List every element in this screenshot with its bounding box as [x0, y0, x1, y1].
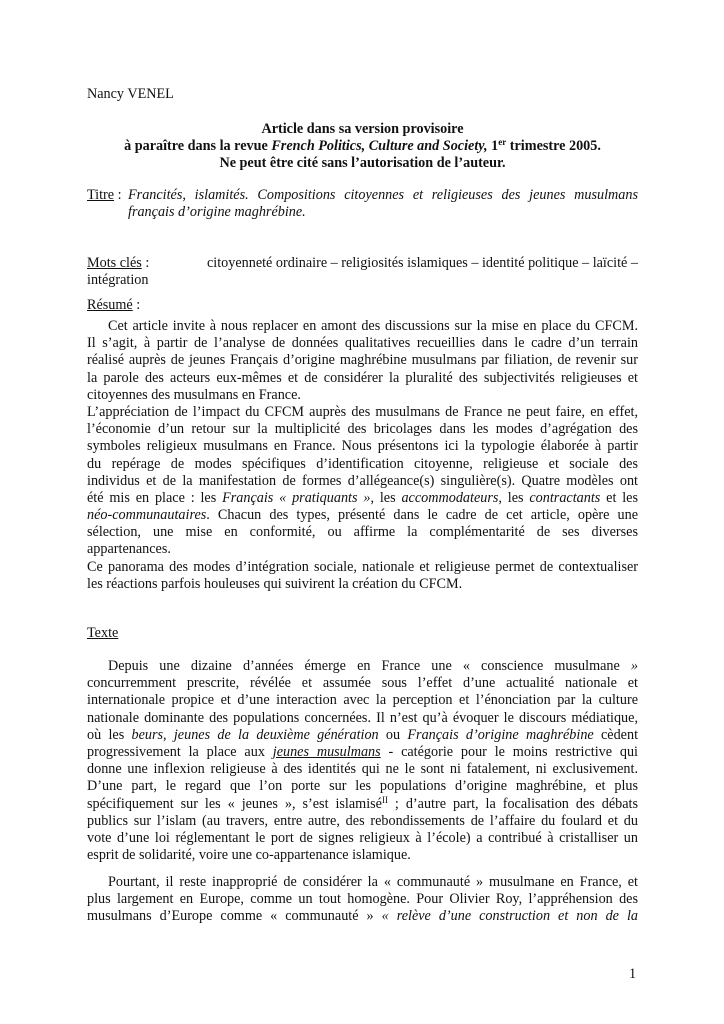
resume-heading: Résumé : [87, 297, 141, 313]
body-line: nationale dominante des populations concernées. Il n’est qu’à évoquer le discours médiatique, [87, 709, 638, 726]
body-line: Depuis une dizaine d’années émerge en France une « conscience musulmane » [108, 658, 638, 674]
body-paragraph-2 [87, 874, 638, 926]
abstract-line: réalisé auprès de jeunes Français d’origine maghrébine musulmans par filiation, de revenir sur [87, 352, 638, 369]
document-page: Nancy VENEL Article dans sa version provisoire à paraître dans la revue French Politics, Culture and Society, 1er trimestre 2005. Ne peut être cité sans l’autorisation de l’auteur. Titre : Francités, islamités. Compositions citoyennes et religieuses des jeunes musulmans français d’origine maghrébine. Mots clés : citoyenneté ordinaire – religiosités islamiques – identité politique – laïcité – intégration Résumé : Cet article invite à nous replacer en amont des discussions sur la mise en place du CFCM. Il s’agit, à partir de l’analyse de données qualitatives recueillies dans le cadre d’un terrain réalisé auprès de jeunes Français d’origine maghrébine musulmans par filiation, de revenir sur la parole des acteurs eux-mêmes et de considérer la pluralité des subjectivités religieuses et citoyennes des musulmans en France. L’appréciation de l’impact du CFCM auprès des musulmans de France ne peut faire, en effet, l’économie d’un retour sur la multiplicité des bricolages dans les modes d’agrégation des symboles religieux musulmans en France. Nous présentons ici la typologie élaborée à partir du repérage de modes spécifiques d’identification citoyenne, religieuse et sociale des individus et de la manifestation de formes d’allégeance(s) singulière(s). Quatre modèles ont été mis en place : les Français « pratiquants », les accommodateurs, les contractants et les néo-communautaires. Chacun des types, présenté dans le cadre de cet article, opère une sélection, une mise en conformité, ou affirme la complémentarité de ses diverses appartenances. Ce panorama des modes d’intégration sociale, nationale et religieuse permet de contextualiser les réactions parfois houleuses qui suivirent la création du CFCM. Texte Depuis une dizaine d’années émerge en France une « conscience musulmane » concurremment prescrite, révélée et assumée sous l’effet d’une actualité nationale et internationale propice et d’une interaction avec la perception et l’énonciation par la culture nationale dominante des populations concernées. Il n’est qu’à évoquer le discours médiatique, où les beurs, jeunes de la deuxième génération ou Français d’origine maghrébine cèdent progressivement la place aux jeunes musulmans - catégorie pour le moins restrictive qui donne une inflexion religieuse à des identités qui ne le sont ni fatalement, ni exclusivement. D’une part, le regard que l’on porte sur les populations d’origine maghrébine, et plus spécifiquement sur les « jeunes », s’est islamisé$^{II}$ ; d’autre part, la focalisation des débats publics sur l’islam (au travers, entre autre, des rebondissements de l’affaire du foulard et du vote d’une loi réglementant le port de signes religieux à l’école) a contribué à cristalliser un esprit de solidarité, voire une co-appartenance islamique. Pourtant, il reste inapproprié de considérer la « communauté » musulmane en France, et plus largement en Europe, comme un tout homogène. Pour Olivier Roy, l’appréhension des musulmans d’Europe comme « communauté » « relève d’une construction et non de la 1 [87, 86, 639, 982]
body-line: D’une part, le regard que l’on porte sur les populations d’origine maghrébine, et plus [87, 778, 638, 795]
body-paragraph-1 [87, 658, 638, 864]
abstract-line: Il s’agit, à partir de l’analyse de données qualitatives recueillies dans le cadre d’un terrain [87, 335, 638, 352]
texte-heading: Texte [87, 625, 119, 641]
body-line: concurremment prescrite, révélée et assumée sous l’effet d’une actualité nationale et [87, 675, 638, 692]
body-line: où les beurs, jeunes de la deuxième génération ou Français d’origine maghrébine cèdent [87, 726, 639, 743]
body-line: esprit de solidarité, voire une co-appartenance islamique. [87, 847, 411, 864]
publication-notice [87, 121, 638, 173]
abstract-line: sélection, une mise en conformité, ou affirme la complémentarité de ses diverses [87, 524, 638, 541]
body-line: internationale propice et d’une interaction avec la perception et l’énonciation par la culture [87, 692, 638, 709]
keywords-last: intégration [87, 272, 149, 289]
body-line: donne une inflexion religieuse à des identités qui ne le sont ni fatalement, ni exclusivement. [87, 761, 638, 778]
abstract-line: du repérage de modes spécifiques d’identification citoyenne, religieuse et sociale des [87, 455, 638, 472]
footnote-ref[interactable]: II [381, 794, 388, 805]
notice-line-3: Ne peut être cité sans l’autorisation de l’auteur. [219, 155, 506, 172]
body-line: plus largement en Europe, comme un tout homogène. Pour Olivier Roy, l’appréhension des [87, 891, 638, 908]
keywords-label: Mots clés [87, 255, 142, 271]
abstract-line: individus et de la manifestation de formes d’allégeance(s) singulière(s). Quatre modèles ont [87, 472, 638, 489]
abstract-line: L’appréciation de l’impact du CFCM auprès des musulmans de France ne peut faire, en effet, [87, 403, 638, 420]
abstract-paragraph [87, 318, 638, 593]
abstract-line: Ce panorama des modes d’intégration sociale, nationale et religieuse permet de contextualiser [87, 558, 638, 575]
abstract-line: la parole des acteurs eux-mêmes et de considérer la pluralité des subjectivités religieuses et [87, 369, 638, 386]
abstract-line-types: été mis en place : les Français « pratiquants », les accommodateurs, les contractants et les [87, 489, 638, 506]
body-line: vote d’une loi réglementant le port de signes religieux à l’école) a contribué à cristalliser un [87, 829, 638, 846]
abstract-line: Cet article invite à nous replacer en amont des discussions sur la mise en place du CFCM. [108, 318, 638, 334]
keywords-section: Mots clés : citoyenneté ordinaire – religiosités islamiques – identité politique – laïcité – intégration [87, 255, 638, 289]
journal-name: French Politics, Culture and Society, [271, 138, 488, 155]
body-line: publics sur l’islam (au travers, entre autre, des rebondissements de l’affaire du foulard et du [87, 812, 638, 829]
abstract-line: les réactions parfois houleuses qui suivirent la création du CFCM. [87, 575, 463, 592]
body-line: progressivement la place aux jeunes musulmans - catégorie pour le moins restrictive qui [87, 743, 638, 760]
notice-line-1: Article dans sa version provisoire [261, 121, 464, 137]
article-title: Francités, islamités. Compositions citoyennes et religieuses des jeunes musulmans français d’origine maghrébine. [128, 187, 638, 221]
author-name: Nancy VENEL [87, 86, 174, 102]
abstract-line: symboles religieux musulmans en France. Nous présentons ici la typologie élaborée à partir [87, 438, 638, 455]
body-line: spécifiquement sur les « jeunes », s’est islamisé$^{II}$ ; d’autre part, la focalisation des débats [87, 794, 638, 812]
notice-line-2: à paraître dans la revue French Politics, Culture and Society, 1er trimestre 2005. [124, 137, 601, 155]
title-label: Titre [87, 187, 115, 203]
abstract-line: citoyennes des musulmans en France. [87, 386, 301, 403]
abstract-line: néo-communautaires. Chacun des types, présenté dans le cadre de cet article, opère une [87, 507, 638, 524]
body-line: musulmans d’Europe comme « communauté » « relève d’une construction et non de la [87, 908, 638, 925]
keywords-list: citoyenneté ordinaire – religiosités islamiques – identité politique – laïcité – [206, 255, 638, 271]
abstract-line: appartenances. [87, 541, 171, 558]
page-number: 1 [629, 966, 637, 982]
body-line: Pourtant, il reste inapproprié de considérer la « communauté » musulmane en France, et [108, 874, 638, 890]
abstract-line: l’économie d’un retour sur la multiplicité des bricolages dans les modes d’agrégation des [87, 421, 638, 438]
